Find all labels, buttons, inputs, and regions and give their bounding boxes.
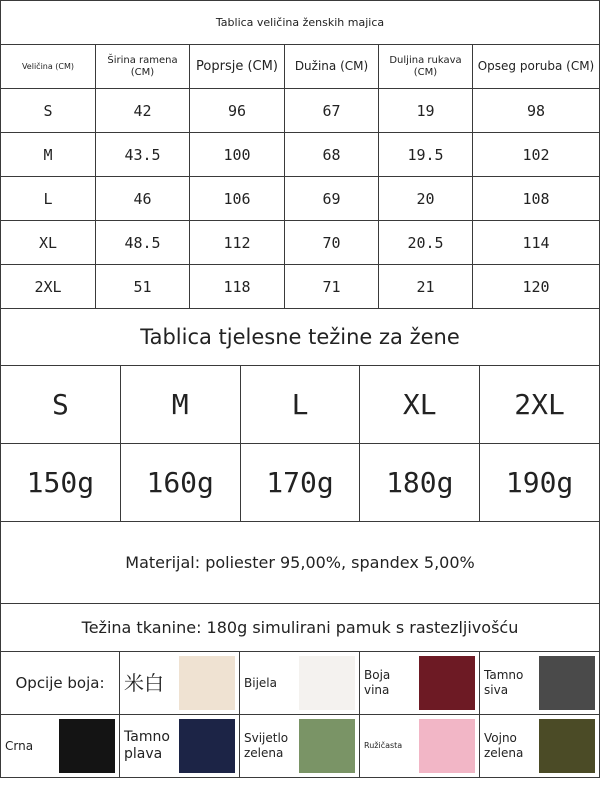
cell-shoulder: 43.5 (96, 133, 190, 177)
color-name: Boja vina (364, 668, 391, 697)
header-bust: Poprsje (CM) (190, 44, 285, 89)
color-option[interactable] (360, 715, 480, 778)
color-swatch (539, 656, 595, 710)
color-option[interactable] (480, 652, 600, 715)
cell-sleeve: 20.5 (379, 221, 473, 265)
cell-hem: 102 (473, 133, 600, 177)
table-row (0, 89, 600, 133)
cell-hem: 120 (473, 265, 600, 309)
cell-length: 70 (285, 221, 379, 265)
cell-shoulder: 42 (96, 89, 190, 133)
cell-sleeve: 21 (379, 265, 473, 309)
color-row (0, 715, 600, 778)
cell-hem: 98 (473, 89, 600, 133)
color-option[interactable] (480, 715, 600, 778)
weight-value: 150g (0, 444, 121, 522)
color-option[interactable] (240, 652, 360, 715)
cell-size: M (0, 133, 96, 177)
color-swatch (179, 656, 235, 710)
color-swatch (419, 719, 475, 773)
color-name: 米白 (124, 670, 164, 695)
cell-length: 68 (285, 133, 379, 177)
cell-size: S (0, 89, 96, 133)
cell-bust: 100 (190, 133, 285, 177)
cell-length: 67 (285, 89, 379, 133)
weight-value: 190g (480, 444, 600, 522)
weight-size: XL (360, 366, 480, 444)
header-sleeve: Duljina rukava (CM) (379, 44, 473, 89)
table-row (0, 221, 600, 265)
color-swatch (179, 719, 235, 773)
color-option[interactable] (120, 715, 240, 778)
cell-size: XL (0, 221, 96, 265)
weight-table-title: Tablica tjelesne težine za žene (0, 309, 600, 366)
color-swatch (59, 719, 115, 773)
color-row (0, 652, 600, 715)
color-option[interactable] (240, 715, 360, 778)
color-name: Ružičasta (364, 741, 403, 750)
color-name: Tamno siva (484, 668, 524, 697)
cell-bust: 112 (190, 221, 285, 265)
cell-shoulder: 46 (96, 177, 190, 221)
cell-size: L (0, 177, 96, 221)
color-name: Crna (5, 738, 34, 753)
cell-bust: 106 (190, 177, 285, 221)
size-table-title: Tablica veličina ženskih majica (0, 0, 600, 44)
cell-length: 71 (285, 265, 379, 309)
weight-size: S (0, 366, 121, 444)
cell-size: 2XL (0, 265, 96, 309)
weight-sizes-row (0, 366, 600, 444)
color-swatch (539, 719, 595, 773)
header-size: Veličina (CM) (0, 44, 96, 89)
cell-shoulder: 51 (96, 265, 190, 309)
cell-shoulder: 48.5 (96, 221, 190, 265)
color-option[interactable] (360, 652, 480, 715)
color-swatch (299, 656, 355, 710)
color-option[interactable] (120, 652, 240, 715)
color-name: Vojno zelena (484, 731, 524, 760)
color-name: Bijela (244, 675, 277, 690)
cell-hem: 114 (473, 221, 600, 265)
fabric-weight-info: Težina tkanine: 180g simulirani pamuk s rastezljivošću (0, 604, 600, 652)
header-hem: Opseg poruba (CM) (473, 44, 600, 89)
cell-hem: 108 (473, 177, 600, 221)
color-name: Svijetlo zelena (244, 731, 289, 760)
table-row (0, 133, 600, 177)
weight-size: L (241, 366, 361, 444)
weight-value: 180g (360, 444, 480, 522)
color-option[interactable] (0, 715, 120, 778)
weight-value: 160g (121, 444, 241, 522)
header-shoulder: Širina ramena (CM) (96, 44, 190, 89)
size-table-header (0, 44, 600, 89)
weight-size: M (121, 366, 241, 444)
cell-bust: 118 (190, 265, 285, 309)
table-row (0, 177, 600, 221)
color-options-text: Opcije boja: (15, 673, 105, 692)
header-length: Dužina (CM) (285, 44, 379, 89)
color-name: Tamno plava (124, 728, 170, 762)
cell-bust: 96 (190, 89, 285, 133)
material-info: Materijal: poliester 95,00%, spandex 5,00% (0, 522, 600, 604)
cell-length: 69 (285, 177, 379, 221)
color-options-label (0, 652, 120, 715)
color-swatch (419, 656, 475, 710)
weight-values-row (0, 444, 600, 522)
table-row (0, 265, 600, 309)
color-swatch (299, 719, 355, 773)
weight-size: 2XL (480, 366, 600, 444)
cell-sleeve: 19 (379, 89, 473, 133)
cell-sleeve: 20 (379, 177, 473, 221)
weight-value: 170g (241, 444, 361, 522)
cell-sleeve: 19.5 (379, 133, 473, 177)
